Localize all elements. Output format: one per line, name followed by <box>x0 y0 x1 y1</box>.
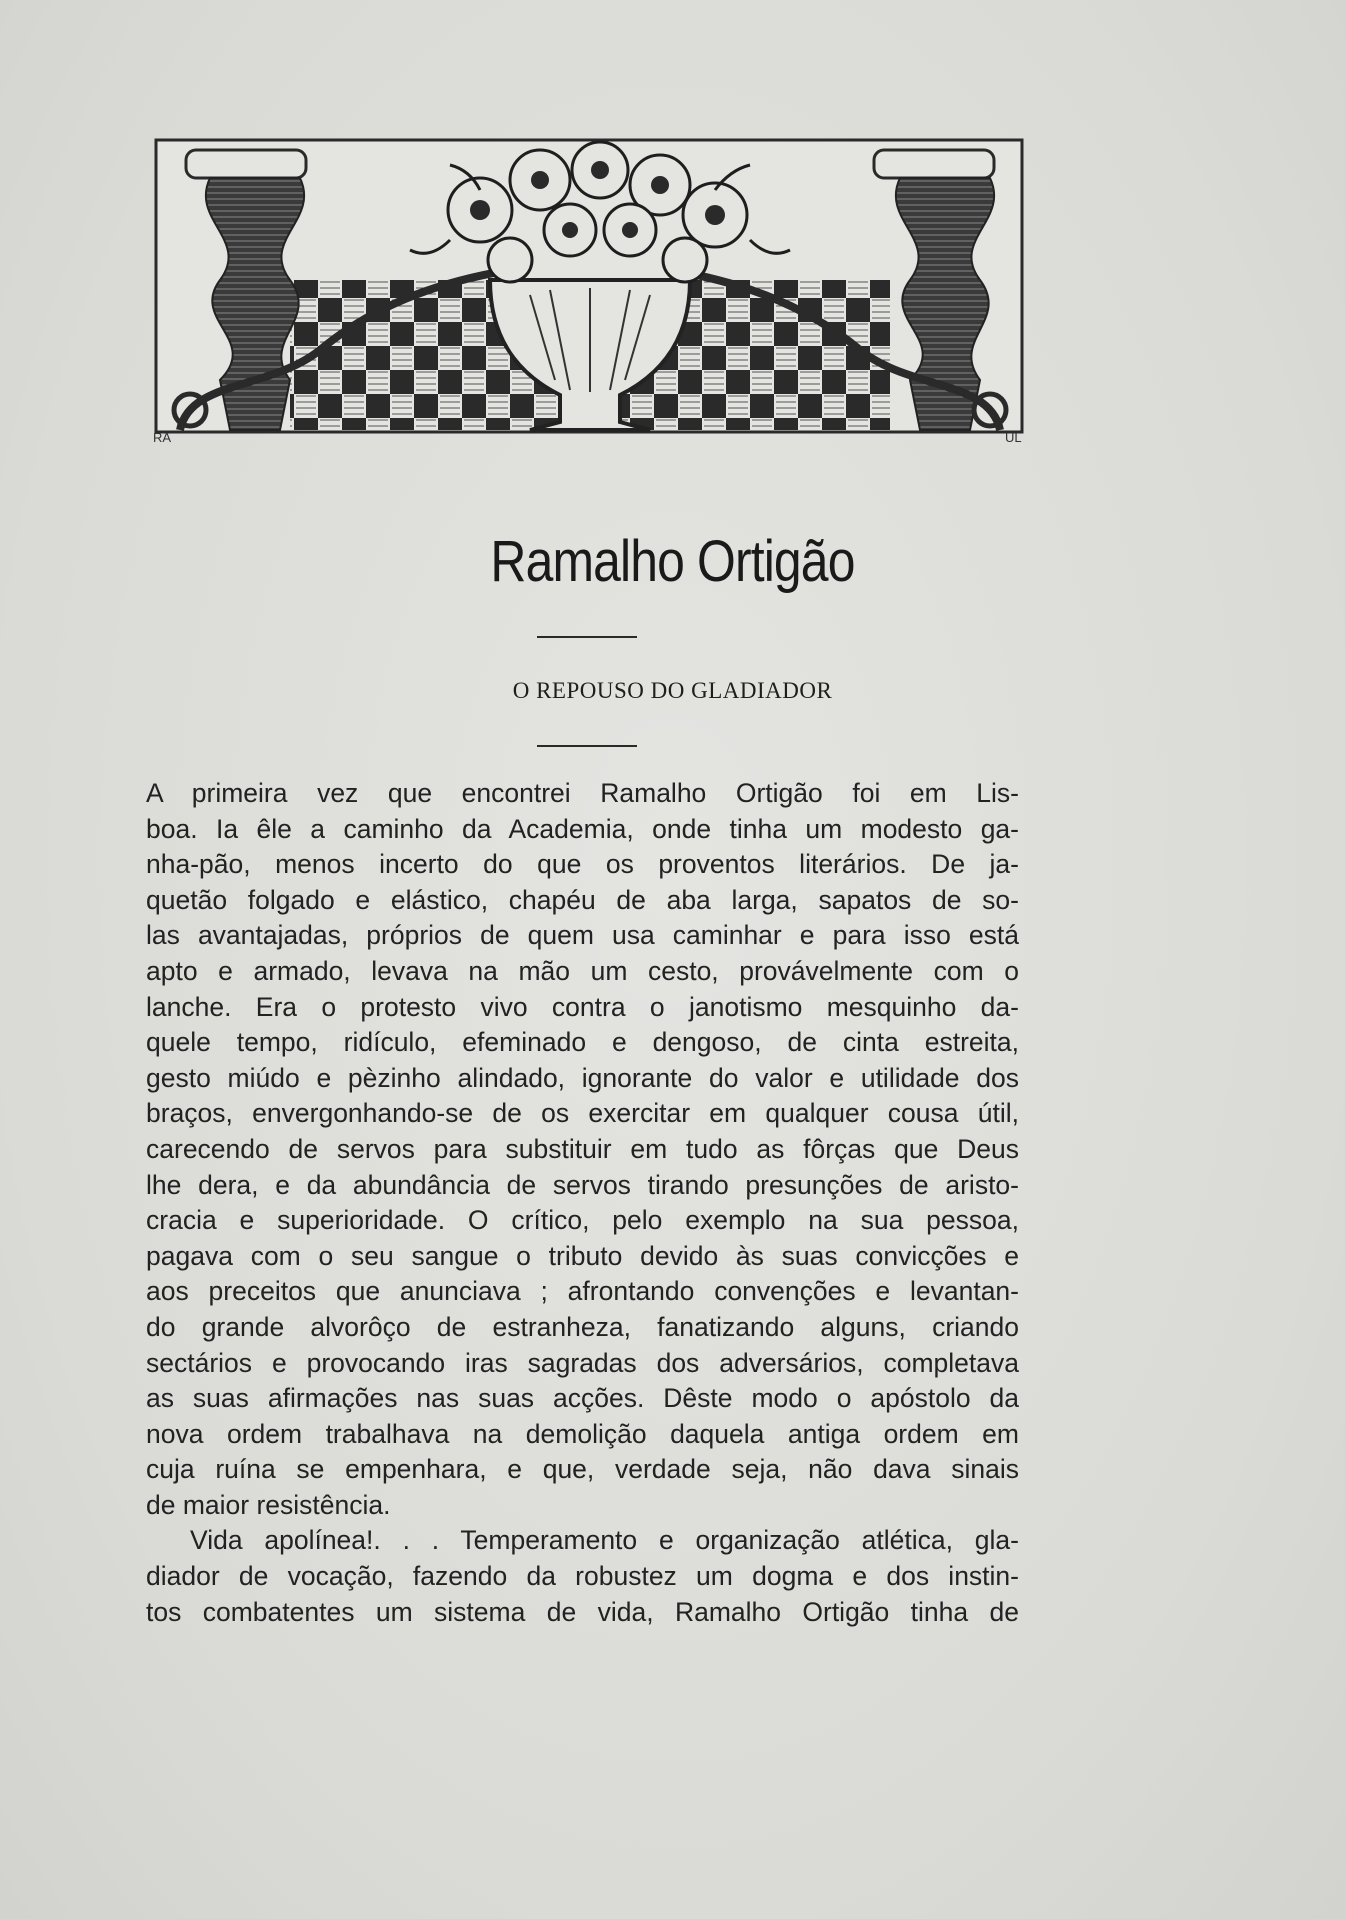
text-line: nova ordem trabalhava na demolição daquela antiga ordem em <box>146 1418 1019 1449</box>
text-line: diador de vocação, fazendo da robustez um dogma e dos instin- <box>146 1561 1019 1592</box>
chapter-title: Ramalho Ortigão <box>490 529 855 594</box>
text-line: tos combatentes um sistema de vida, Ramalho Ortigão tinha de <box>146 1596 1019 1627</box>
text-line: Vida apolínea!. . . Temperamento e organização atlética, gla- <box>190 1525 1019 1556</box>
text-line: do grande alvorôço de estranheza, fanatizando alguns, criando <box>146 1311 1019 1342</box>
text-line: cuja ruína se empenhara, e que, verdade seja, não dava sinais <box>146 1454 1019 1485</box>
text-line: pagava com o seu sangue o tributo devido às suas convicções e <box>146 1240 1019 1271</box>
text-line: cracia e superioridade. O crítico, pelo exemplo na sua pessoa, <box>146 1205 1019 1236</box>
vignette-signature-right: UL <box>1005 430 1022 445</box>
text-line: lhe dera, e da abundância de servos tirando presunções de aristo- <box>146 1169 1019 1200</box>
text-line: A primeira vez que encontrei Ramalho Ortigão foi em Lis- <box>146 778 1019 808</box>
chapter-subtitle: O REPOUSO DO GLADIADOR <box>512 678 833 703</box>
divider-rule-top <box>537 636 637 638</box>
text-line: aos preceitos que anunciava ; afrontando convenções e levantan- <box>146 1276 1019 1307</box>
text-line: sectários e provocando iras sagradas dos adversários, completava <box>146 1347 1019 1378</box>
divider-rule-bottom <box>537 745 637 747</box>
text-line: de maior resistência. <box>146 1489 391 1520</box>
text-line: braços, envergonhando-se de os exercitar em qualquer cousa útil, <box>146 1098 1019 1129</box>
text-line: lanche. Era o protesto vivo contra o janotismo mesquinho da- <box>146 991 1019 1022</box>
text-line: as suas afirmações nas suas acções. Dêste modo o apóstolo da <box>146 1383 1019 1414</box>
text-line: nha-pão, menos incerto do que os proventos literários. De ja- <box>146 849 1019 880</box>
vignette-signature-left: RA <box>153 430 172 445</box>
decorative-vignette-icon <box>150 130 1030 450</box>
body-text <box>146 776 1019 1630</box>
text-line: carecendo de servos para substituir em tudo as fôrças que Deus <box>146 1133 1019 1164</box>
text-line: boa. Ia êle a caminho da Academia, onde tinha um modesto ga- <box>146 813 1019 844</box>
text-line: quele tempo, ridículo, efeminado e dengoso, de cinta estreita, <box>146 1027 1019 1058</box>
text-line: gesto miúdo e pèzinho alindado, ignorante do valor e utilidade dos <box>146 1062 1019 1093</box>
text-line: apto e armado, levava na mão um cesto, provávelmente com o <box>146 955 1019 986</box>
text-line: las avantajadas, próprios de quem usa caminhar e para isso está <box>146 920 1019 951</box>
text-line: quetão folgado e elástico, chapéu de aba larga, sapatos de so- <box>146 884 1019 915</box>
